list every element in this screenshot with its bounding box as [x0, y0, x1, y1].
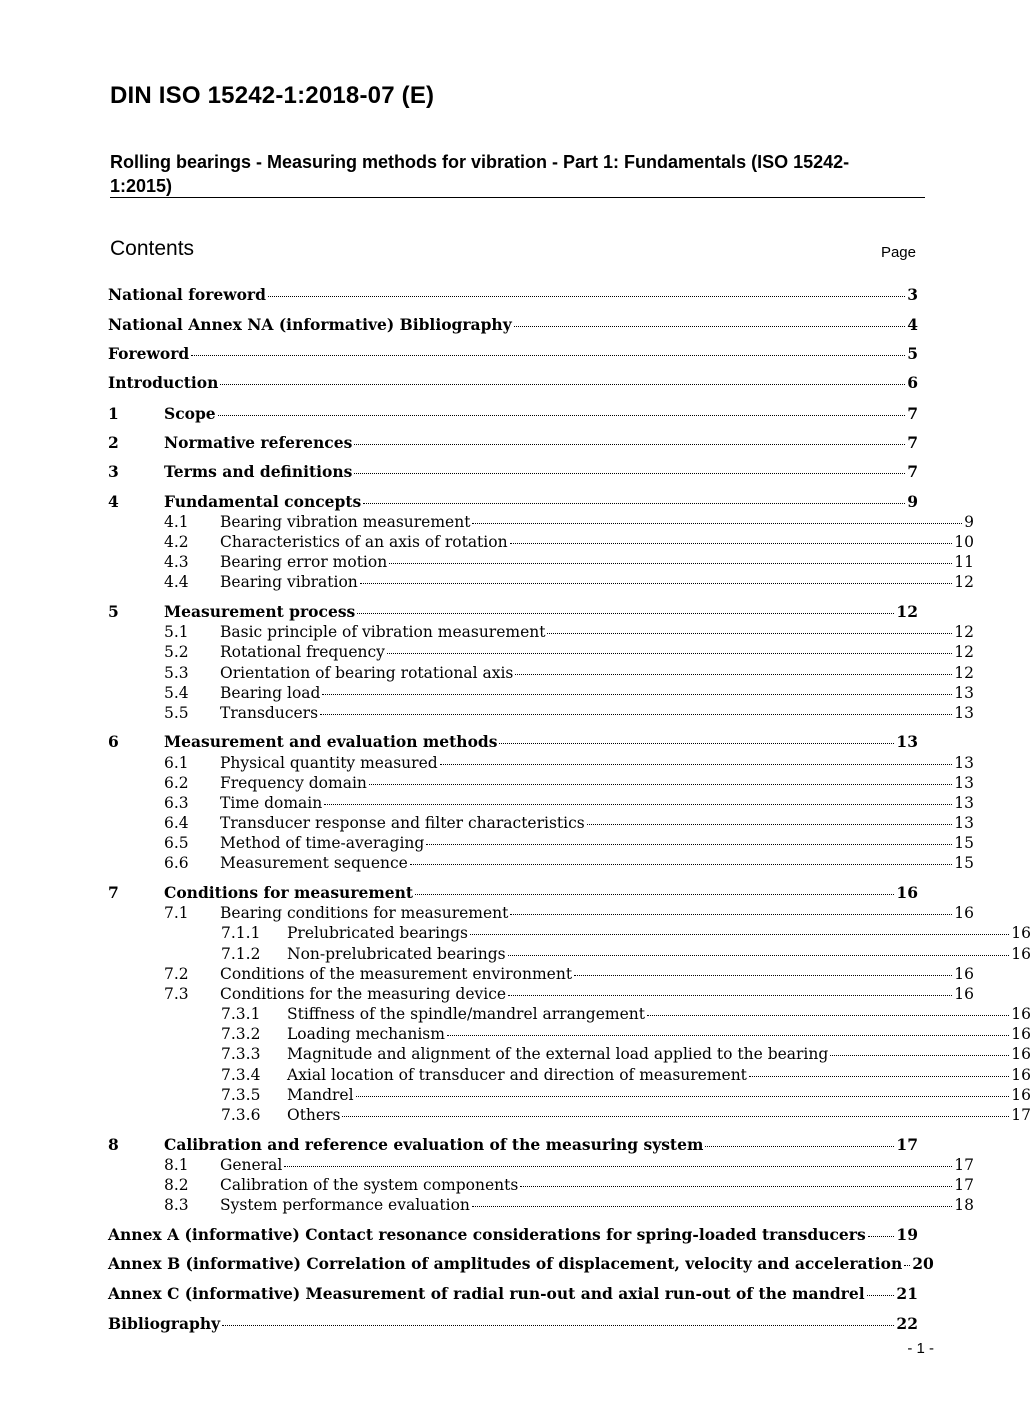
- toc-entry-page: 16: [1011, 1025, 1031, 1043]
- toc-entry[interactable]: [108, 1175, 974, 1195]
- toc-entry-title: Annex C (informative) Measurement of radial run-out and axial run-out of the mandrel: [108, 1284, 865, 1303]
- toc-entry[interactable]: [108, 1135, 918, 1155]
- toc-entry-page: 12: [954, 643, 974, 661]
- toc-entry[interactable]: [108, 883, 918, 903]
- toc-entry-title: Measurement sequence: [220, 854, 408, 872]
- toc-dot-leader: [499, 743, 894, 744]
- toc-entry-title: Terms and definitions: [164, 462, 353, 481]
- toc-entry[interactable]: [108, 492, 918, 512]
- toc-entry-title: Method of time-averaging: [220, 834, 425, 852]
- toc-entry-number: 7.3.3: [221, 1045, 261, 1063]
- toc-dot-leader: [268, 296, 905, 297]
- toc-entry-page: 22: [896, 1314, 918, 1333]
- toc-entry[interactable]: [108, 1254, 934, 1274]
- toc-entry-title: Rotational frequency: [220, 643, 385, 661]
- toc-entry-title: Measurement and evaluation methods: [164, 732, 498, 751]
- toc-entry-number: 8.2: [164, 1176, 189, 1194]
- toc-entry-page: 16: [954, 904, 974, 922]
- toc-entry-page: 17: [896, 1135, 918, 1154]
- toc-entry[interactable]: [108, 683, 974, 703]
- toc-entry-number: 7.1: [164, 904, 189, 922]
- toc-entry-page: 7: [907, 462, 918, 481]
- toc-entry-title: Bearing conditions for measurement: [220, 904, 509, 922]
- toc-entry-title: Scope: [164, 404, 216, 423]
- toc-entry-page: 12: [954, 664, 974, 682]
- toc-entry-page: 16: [1011, 945, 1031, 963]
- toc-entry-page: 13: [954, 684, 974, 702]
- toc-entry-page: 18: [954, 1196, 974, 1214]
- toc-entry-number: 5.5: [164, 704, 189, 722]
- toc-dot-leader: [647, 1015, 1009, 1016]
- toc-entry-number: 7.2: [164, 965, 189, 983]
- toc-entry-number: 6.2: [164, 774, 189, 792]
- toc-dot-leader: [387, 653, 952, 654]
- toc-entry[interactable]: [108, 1195, 974, 1215]
- toc-dot-leader: [904, 1265, 910, 1266]
- toc-entry-page: 12: [954, 623, 974, 641]
- toc-entry-page: 16: [1011, 924, 1031, 942]
- footer-page-number: - 1 -: [907, 1340, 934, 1357]
- toc-dot-leader: [515, 674, 952, 675]
- toc-dot-leader: [389, 563, 952, 564]
- toc-dot-leader: [470, 934, 1009, 935]
- toc-entry-number: 7.3.1: [221, 1005, 261, 1023]
- toc-entry-page: 15: [954, 854, 974, 872]
- toc-entry-title: Bearing load: [220, 684, 321, 702]
- toc-dot-leader: [322, 694, 952, 695]
- toc-dot-leader: [369, 784, 952, 785]
- toc-entry-number: 5.4: [164, 684, 189, 702]
- toc-entry-number: 4.1: [164, 513, 189, 531]
- toc-dot-leader: [514, 326, 905, 327]
- toc-entry-title: Bibliography: [108, 1314, 221, 1333]
- page-column-heading: Page: [880, 244, 916, 261]
- toc-entry[interactable]: [108, 462, 918, 482]
- toc-entry[interactable]: [108, 923, 1031, 943]
- toc-dot-leader: [472, 523, 962, 524]
- toc-entry-page: 17: [954, 1176, 974, 1194]
- toc-entry[interactable]: [108, 1004, 1031, 1024]
- toc-entry[interactable]: [108, 984, 974, 1004]
- toc-dot-leader: [520, 1186, 952, 1187]
- toc-entry-title: Calibration of the system components: [220, 1176, 519, 1194]
- toc-entry-page: 16: [954, 965, 974, 983]
- toc-entry-page: 4: [907, 315, 918, 334]
- toc-entry-title: Fundamental concepts: [164, 492, 362, 511]
- toc-dot-leader: [415, 894, 894, 895]
- toc-entry[interactable]: [108, 1314, 918, 1334]
- toc-entry-number: 7.3.5: [221, 1086, 261, 1104]
- toc-entry-title: Calibration and reference evaluation of the measuring system: [164, 1135, 704, 1154]
- toc-entry-number: 4.4: [164, 573, 189, 591]
- toc-entry-page: 10: [954, 533, 974, 551]
- toc-entry[interactable]: [108, 512, 974, 532]
- toc-entry-title: Bearing vibration: [220, 573, 358, 591]
- toc-entry[interactable]: [108, 1044, 1031, 1064]
- toc-entry-page: 15: [954, 834, 974, 852]
- toc-entry-number: 3: [108, 462, 119, 481]
- toc-entry-number: 8.3: [164, 1196, 189, 1214]
- toc-entry[interactable]: [108, 1225, 918, 1245]
- toc-entry-number: 1: [108, 404, 119, 423]
- toc-entry-page: 17: [954, 1156, 974, 1174]
- toc-dot-leader: [508, 955, 1010, 956]
- toc-entry[interactable]: [108, 903, 974, 923]
- toc-entry-title: Measurement process: [164, 602, 356, 621]
- toc-entry-title: Characteristics of an axis of rotation: [220, 533, 508, 551]
- toc-entry-title: National foreword: [108, 285, 266, 304]
- toc-dot-leader: [218, 415, 906, 416]
- toc-entry-title: Bearing error motion: [220, 553, 388, 571]
- toc-entry-number: 5.1: [164, 623, 189, 641]
- toc-dot-leader: [354, 473, 905, 474]
- toc-entry-title: Normative references: [164, 433, 353, 452]
- toc-entry-title: Others: [287, 1106, 341, 1124]
- toc-dot-leader: [574, 975, 952, 976]
- toc-entry[interactable]: [108, 433, 918, 453]
- toc-entry[interactable]: [108, 793, 974, 813]
- toc-entry[interactable]: [108, 1024, 1031, 1044]
- toc-dot-leader: [191, 355, 905, 356]
- document-title: DIN ISO 15242-1:2018-07 (E): [110, 82, 435, 109]
- toc-entry-page: 12: [896, 602, 918, 621]
- toc-dot-leader: [220, 384, 905, 385]
- toc-dot-leader: [320, 714, 952, 715]
- toc-entry-page: 5: [907, 344, 918, 363]
- toc-dot-leader: [354, 444, 905, 445]
- toc-dot-leader: [440, 764, 953, 765]
- toc-dot-leader: [868, 1236, 895, 1237]
- toc-entry-title: Loading mechanism: [287, 1025, 445, 1043]
- toc-entry[interactable]: [108, 813, 974, 833]
- toc-dot-leader: [324, 804, 952, 805]
- toc-dot-leader: [342, 1116, 1009, 1117]
- toc-entry-title: Time domain: [220, 794, 323, 812]
- toc-dot-leader: [749, 1076, 1009, 1077]
- toc-entry[interactable]: [108, 703, 974, 723]
- toc-entry-number: 6.3: [164, 794, 189, 812]
- toc-dot-leader: [410, 864, 952, 865]
- toc-entry-page: 9: [907, 492, 918, 511]
- toc-dot-leader: [705, 1146, 894, 1147]
- toc-entry-page: 7: [907, 404, 918, 423]
- toc-dot-leader: [508, 995, 952, 996]
- toc-entry-page: 13: [954, 774, 974, 792]
- toc-entry[interactable]: [108, 572, 974, 592]
- toc-entry-number: 8.1: [164, 1156, 189, 1174]
- toc-entry-number: 4.2: [164, 533, 189, 551]
- toc-entry-title: Transducers: [220, 704, 319, 722]
- toc-entry-number: 7.3.4: [221, 1066, 261, 1084]
- toc-entry-title: Bearing vibration measurement: [220, 513, 471, 531]
- toc-entry[interactable]: [108, 285, 918, 305]
- toc-entry-page: 13: [954, 794, 974, 812]
- toc-entry[interactable]: [108, 964, 974, 984]
- toc-entry-number: 2: [108, 433, 119, 452]
- toc-entry[interactable]: [108, 404, 918, 424]
- toc-dot-leader: [357, 613, 894, 614]
- toc-entry[interactable]: [108, 753, 974, 773]
- toc-entry-title: Stiffness of the spindle/mandrel arrangement: [287, 1005, 645, 1023]
- toc-entry[interactable]: [108, 642, 974, 662]
- toc-entry[interactable]: [108, 1085, 1031, 1105]
- toc-entry-page: 16: [954, 985, 974, 1003]
- toc-entry[interactable]: [108, 1284, 918, 1304]
- toc-entry-number: 7.3: [164, 985, 189, 1003]
- toc-entry-number: 6.4: [164, 814, 189, 832]
- toc-entry[interactable]: [108, 532, 974, 552]
- toc-entry-page: 9: [964, 513, 974, 531]
- toc-entry-number: 7.3.6: [221, 1106, 261, 1124]
- toc-dot-leader: [360, 583, 952, 584]
- toc-entry-number: 5.3: [164, 664, 189, 682]
- toc-entry-page: 6: [907, 373, 918, 392]
- toc-entry-page: 7: [907, 433, 918, 452]
- toc-entry-number: 6.1: [164, 754, 189, 772]
- toc-entry-title: Introduction: [108, 373, 219, 392]
- toc-entry[interactable]: [108, 944, 1031, 964]
- toc-entry-page: 3: [907, 285, 918, 304]
- toc-dot-leader: [510, 543, 953, 544]
- toc-dot-leader: [447, 1035, 1009, 1036]
- toc-entry-title: Axial location of transducer and direction of measurement: [287, 1066, 747, 1084]
- toc-entry-title: Annex A (informative) Contact resonance considerations for spring-loaded transducers: [108, 1225, 866, 1244]
- toc-entry-title: Transducer response and filter characteristics: [220, 814, 585, 832]
- toc-dot-leader: [356, 1096, 1010, 1097]
- title-divider: [110, 197, 925, 198]
- toc-entry-page: 13: [954, 754, 974, 772]
- toc-entry-title: Annex B (informative) Correlation of amplitudes of displacement, velocity and acceleration: [108, 1254, 903, 1273]
- document-subtitle: Rolling bearings - Measuring methods for vibration - Part 1: Fundamentals (ISO 15242-1:2015): [110, 152, 850, 196]
- toc-dot-leader: [363, 503, 905, 504]
- toc-entry[interactable]: [108, 1065, 1031, 1085]
- toc-dot-leader: [547, 633, 952, 634]
- toc-entry[interactable]: [108, 552, 974, 572]
- toc-entry-title: Conditions for measurement: [164, 883, 414, 902]
- toc-entry-page: 12: [954, 573, 974, 591]
- toc-entry[interactable]: [108, 344, 918, 364]
- toc-entry-number: 6.5: [164, 834, 189, 852]
- toc-dot-leader: [284, 1166, 952, 1167]
- toc-entry[interactable]: [108, 373, 918, 393]
- toc-entry-page: 13: [896, 732, 918, 751]
- toc-entry-title: Basic principle of vibration measurement: [220, 623, 546, 641]
- toc-entry[interactable]: [108, 1105, 1031, 1125]
- toc-entry-title: Conditions of the measurement environment: [220, 965, 573, 983]
- toc-entry-title: Frequency domain: [220, 774, 367, 792]
- toc-entry-number: 7.3.2: [221, 1025, 261, 1043]
- toc-dot-leader: [867, 1295, 895, 1296]
- toc-entry-page: 13: [954, 704, 974, 722]
- toc-dot-leader: [426, 844, 952, 845]
- toc-entry-page: 16: [1011, 1066, 1031, 1084]
- toc-entry-number: 4.3: [164, 553, 189, 571]
- toc-entry-title: Magnitude and alignment of the external load applied to the bearing: [287, 1045, 829, 1063]
- toc-entry[interactable]: [108, 622, 974, 642]
- toc-entry-number: 8: [108, 1135, 119, 1154]
- toc-entry-title: System performance evaluation: [220, 1196, 470, 1214]
- toc-entry-page: 17: [1011, 1106, 1031, 1124]
- toc-entry[interactable]: [108, 1155, 974, 1175]
- toc-entry-title: General: [220, 1156, 283, 1174]
- toc-entry-title: Physical quantity measured: [220, 754, 438, 772]
- toc-entry-number: 5.2: [164, 643, 189, 661]
- toc-entry[interactable]: [108, 833, 974, 853]
- toc-entry-page: 16: [1011, 1005, 1031, 1023]
- toc-dot-leader: [830, 1055, 1009, 1056]
- toc-entry-number: 4: [108, 492, 119, 511]
- toc-entry-title: Prelubricated bearings: [287, 924, 468, 942]
- toc-entry[interactable]: [108, 732, 918, 752]
- toc-entry-title: Mandrel: [287, 1086, 354, 1104]
- toc-entry-title: National Annex NA (informative) Bibliography: [108, 315, 512, 334]
- toc-entry-page: 16: [1011, 1045, 1031, 1063]
- toc-entry-number: 7: [108, 883, 119, 902]
- toc-entry-page: 19: [896, 1225, 918, 1244]
- contents-heading: Contents: [110, 237, 195, 260]
- toc-entry-page: 20: [912, 1254, 934, 1273]
- toc-entry-page: 16: [1011, 1086, 1031, 1104]
- toc-entry-page: 16: [896, 883, 918, 902]
- toc-entry-page: 21: [896, 1284, 918, 1303]
- toc-entry-title: Foreword: [108, 344, 190, 363]
- toc-dot-leader: [587, 824, 953, 825]
- toc-entry[interactable]: [108, 853, 974, 873]
- toc-entry-number: 7.1.1: [221, 924, 261, 942]
- toc-dot-leader: [510, 914, 952, 915]
- toc-entry-title: Non-prelubricated bearings: [287, 945, 506, 963]
- toc-entry[interactable]: [108, 315, 918, 335]
- toc-entry-number: 7.1.2: [221, 945, 261, 963]
- toc-entry[interactable]: [108, 602, 918, 622]
- toc-entry-title: Orientation of bearing rotational axis: [220, 664, 514, 682]
- toc-entry-number: 6: [108, 732, 119, 751]
- toc-entry-number: 6.6: [164, 854, 189, 872]
- toc-entry[interactable]: [108, 773, 974, 793]
- toc-entry-page: 11: [954, 553, 974, 571]
- toc-entry[interactable]: [108, 663, 974, 683]
- toc-entry-page: 13: [954, 814, 974, 832]
- toc-entry-title: Conditions for the measuring device: [220, 985, 507, 1003]
- toc-entry-number: 5: [108, 602, 119, 621]
- toc-dot-leader: [472, 1206, 952, 1207]
- toc-dot-leader: [222, 1325, 894, 1326]
